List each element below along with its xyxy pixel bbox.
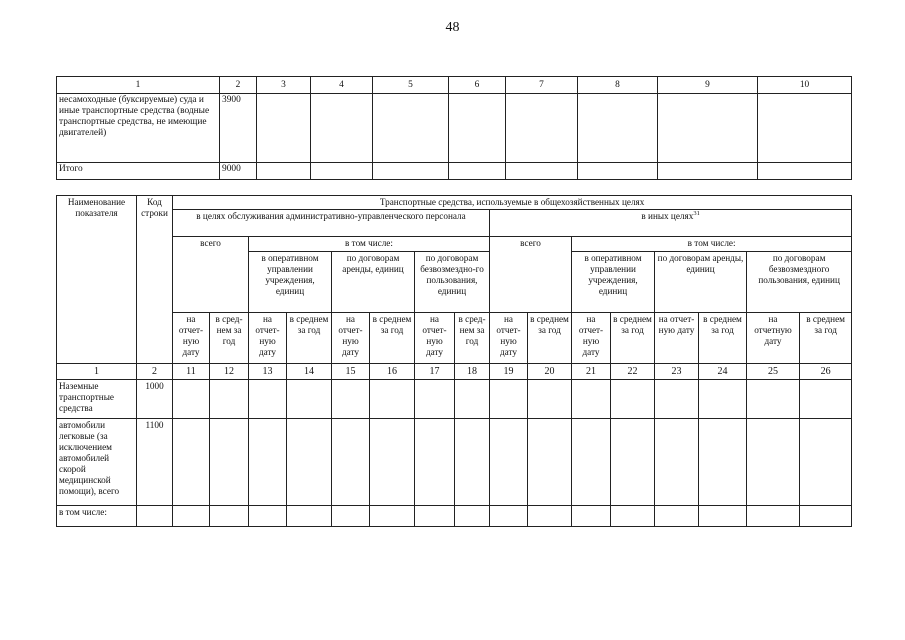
column-number: 3 [257, 77, 311, 94]
data-cell [455, 419, 490, 506]
column-number-row [57, 364, 852, 380]
column-number: 25 [747, 364, 800, 380]
column-number: 13 [249, 364, 287, 380]
data-cell [578, 94, 658, 163]
data-cell [699, 380, 747, 419]
column-number: 15 [332, 364, 370, 380]
group2-label: в иных целях [641, 211, 694, 221]
data-cell [373, 163, 449, 180]
subheader-cell: на отчет-ную дату [490, 313, 528, 364]
main-title-header: Транспортные средства, используемые в общехозяйственных целях [173, 196, 852, 210]
free-use-header: по договорам безвозмездно-го пользования, единиц [415, 252, 490, 313]
column-number: 14 [287, 364, 332, 380]
free-use-header: по договорам безвозмездного пользования, единиц [747, 252, 852, 313]
data-cell [332, 419, 370, 506]
row-code: 3900 [220, 94, 257, 163]
including-header: в том числе: [249, 237, 490, 252]
data-cell [572, 506, 611, 527]
column-number: 12 [210, 364, 249, 380]
data-cell [528, 419, 572, 506]
including-header: в том числе: [572, 237, 852, 252]
data-cell [210, 380, 249, 419]
table-row [57, 506, 852, 527]
subheader-cell: в среднем за год [370, 313, 415, 364]
table-row [57, 380, 852, 419]
data-cell [287, 380, 332, 419]
lease-header: по договорам аренды, единиц [332, 252, 415, 313]
column-number: 4 [311, 77, 373, 94]
data-cell [370, 419, 415, 506]
row-code: 1000 [137, 380, 173, 419]
data-cell [257, 94, 311, 163]
data-cell [490, 506, 528, 527]
row-name: Итого [57, 163, 220, 180]
table-row [57, 419, 852, 506]
column-number: 16 [370, 364, 415, 380]
column-number: 23 [655, 364, 699, 380]
group1-header: в целях обслуживания административно-управленческого персонала [173, 210, 490, 237]
column-number: 11 [173, 364, 210, 380]
column-number: 21 [572, 364, 611, 380]
column-number: 22 [611, 364, 655, 380]
operational-header: в оперативном управлении учреждения, единиц [249, 252, 332, 313]
data-cell [370, 506, 415, 527]
row-code: 1100 [137, 419, 173, 506]
row-code: 9000 [220, 163, 257, 180]
row-name: Наземные транспортные средства [57, 380, 137, 419]
data-cell [311, 163, 373, 180]
column-number: 9 [658, 77, 758, 94]
table-row [57, 163, 852, 180]
transport-means-table [56, 195, 852, 527]
data-cell [287, 419, 332, 506]
continuation-table [56, 76, 852, 180]
data-cell [758, 163, 852, 180]
data-cell [758, 94, 852, 163]
data-cell [415, 380, 455, 419]
total-header: всего [173, 237, 249, 313]
data-cell [449, 163, 506, 180]
column-number: 1 [57, 77, 220, 94]
data-cell [747, 419, 800, 506]
data-cell [800, 419, 852, 506]
subheader-cell: в среднем за год [528, 313, 572, 364]
subheader-cell: на отчет-ную дату [655, 313, 699, 364]
data-cell [490, 419, 528, 506]
data-cell [173, 380, 210, 419]
data-cell [455, 506, 490, 527]
data-cell [528, 506, 572, 527]
subheader-cell: в сред-нем за год [455, 313, 490, 364]
column-number: 5 [373, 77, 449, 94]
footnote-mark: 31 [693, 209, 700, 217]
column-number: 10 [758, 77, 852, 94]
data-cell [611, 506, 655, 527]
data-cell [370, 380, 415, 419]
data-cell [173, 419, 210, 506]
page-number: 48 [445, 20, 460, 35]
data-cell [249, 380, 287, 419]
data-cell [800, 380, 852, 419]
column-number: 8 [578, 77, 658, 94]
column-number: 17 [415, 364, 455, 380]
data-cell [332, 380, 370, 419]
data-cell [373, 94, 449, 163]
subheader-cell: на отчет-ную дату [572, 313, 611, 364]
data-cell [658, 163, 758, 180]
data-cell [287, 506, 332, 527]
data-cell [173, 506, 210, 527]
row-code [137, 506, 173, 527]
column-number: 2 [137, 364, 173, 380]
row-name: автомобили легковые (за исключением автомобилей скорой медицинской помощи), всего [57, 419, 137, 506]
data-cell [655, 506, 699, 527]
column-number: 1 [57, 364, 137, 380]
data-cell [210, 419, 249, 506]
data-cell [249, 419, 287, 506]
data-cell [572, 419, 611, 506]
column-number: 19 [490, 364, 528, 380]
column-number: 6 [449, 77, 506, 94]
column-number: 24 [699, 364, 747, 380]
data-cell [747, 380, 800, 419]
column-number: 2 [220, 77, 257, 94]
subheader-cell: на отчетную дату [747, 313, 800, 364]
subheader-cell: в среднем за год [699, 313, 747, 364]
data-cell [249, 506, 287, 527]
subheader-cell: на отчет-ную дату [249, 313, 287, 364]
row-name: несамоходные (буксируемые) суда и иные транспортные средства (водные транспортные средства, не имеющие двигателей) [57, 94, 220, 163]
row-name: в том числе: [57, 506, 137, 527]
data-cell [578, 163, 658, 180]
subheader-cell: на отчет-ную дату [332, 313, 370, 364]
data-cell [455, 380, 490, 419]
name-header: Наименование показателя [57, 196, 137, 364]
data-cell [572, 380, 611, 419]
subheader-cell: на отчет-ную дату [173, 313, 210, 364]
data-cell [506, 163, 578, 180]
table-row [57, 94, 852, 163]
column-number: 18 [455, 364, 490, 380]
data-cell [655, 380, 699, 419]
data-cell [658, 94, 758, 163]
column-number-row [57, 77, 852, 94]
code-header: Код строки [137, 196, 173, 364]
data-cell [490, 380, 528, 419]
group2-header [490, 210, 852, 237]
subheader-cell: в сред-нем за год [210, 313, 249, 364]
operational-header: в оперативном управлении учреждения, единиц [572, 252, 655, 313]
data-cell [611, 380, 655, 419]
data-cell [415, 419, 455, 506]
column-number: 20 [528, 364, 572, 380]
data-cell [210, 506, 249, 527]
subheader-cell: в среднем за год [800, 313, 852, 364]
data-cell [699, 419, 747, 506]
subheader-cell: в среднем за год [287, 313, 332, 364]
total-header: всего [490, 237, 572, 313]
data-cell [311, 94, 373, 163]
column-number: 26 [800, 364, 852, 380]
lease-header: по договорам аренды, единиц [655, 252, 747, 313]
data-cell [257, 163, 311, 180]
data-cell [528, 380, 572, 419]
subheader-cell: на отчет-ную дату [415, 313, 455, 364]
data-cell [800, 506, 852, 527]
data-cell [449, 94, 506, 163]
data-cell [655, 419, 699, 506]
data-cell [332, 506, 370, 527]
data-cell [415, 506, 455, 527]
data-cell [699, 506, 747, 527]
data-cell [506, 94, 578, 163]
column-number: 7 [506, 77, 578, 94]
data-cell [611, 419, 655, 506]
subheader-cell: в среднем за год [611, 313, 655, 364]
data-cell [747, 506, 800, 527]
